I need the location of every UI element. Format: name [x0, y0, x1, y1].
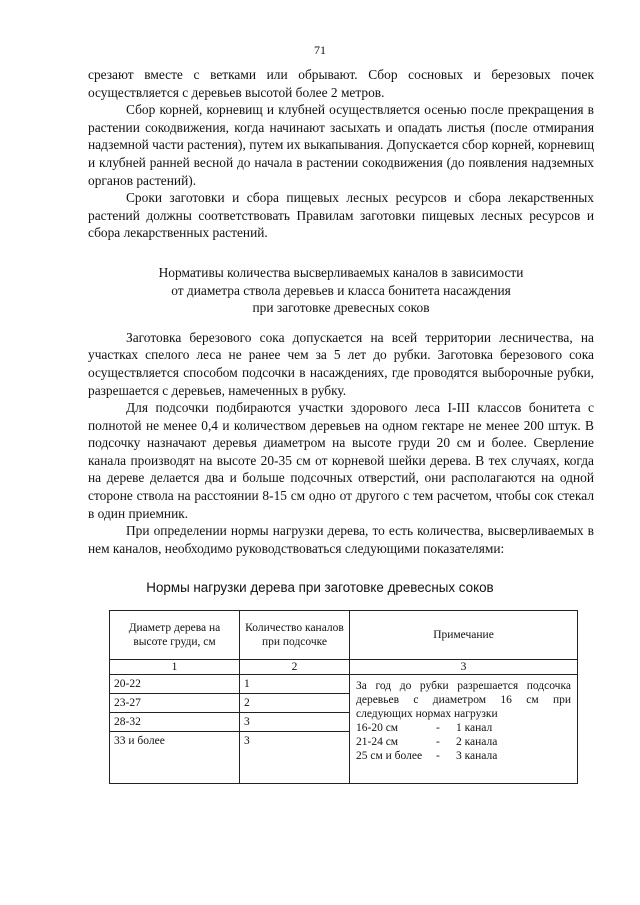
note-value: 3 канала	[456, 750, 498, 762]
channels-cell: 2	[240, 694, 350, 713]
note-value: 2 канала	[456, 736, 498, 748]
channels-cell: 3	[240, 713, 350, 732]
diameter-cell: 23-27	[110, 694, 240, 713]
diameter-cell: 33 и более	[110, 732, 240, 784]
section-heading-line: при заготовке древесных соков	[252, 300, 430, 316]
col-number: 1	[110, 660, 240, 675]
paragraph: срезают вместе с ветками или обрывают. Сбор сосновых и березовых почек осуществляется с деревьев высотой более 2 метров.	[88, 67, 594, 100]
note-line	[356, 735, 571, 749]
col-number: 3	[350, 660, 578, 675]
table-header-row	[110, 611, 578, 660]
channels-cell: 1	[240, 675, 350, 694]
note-dash: -	[436, 736, 440, 748]
header-note: Примечание	[350, 611, 578, 660]
paragraph: Сроки заготовки и сбора пищевых лесных ресурсов и сбора лекарственных растений должны соответствовать Правилам заготовки пищевых лесных ресурсов и сбора лекарственных растений.	[88, 190, 594, 241]
norms-table	[109, 610, 578, 784]
table-row	[110, 675, 578, 694]
note-value: 1 канал	[456, 722, 493, 734]
diameter-cell: 20-22	[110, 675, 240, 694]
table-title: Нормы нагрузки дерева при заготовке древесных соков	[146, 580, 494, 595]
column-number-row	[110, 660, 578, 675]
section-heading-line: Нормативы количества высверливаемых каналов в зависимости	[158, 264, 524, 280]
note-intro: За год до рубки разрешается подсочка деревьев с диаметром 16 см при следующих нормах нагрузки	[356, 680, 571, 720]
header-diameter: Диаметр дерева на высоте груди, см	[110, 611, 240, 660]
paragraph: Для подсочки подбираются участки здорового леса I-III классов бонитета с полнотой не менее 0,4 и количеством деревьев на одном гектаре не менее 200 штук. В подсочку назначают деревья диаметром на высоте груди 20 см и более. Сверление канала производят на высоте 20-35 см от корневой шейки дерева. В тех случаях, когда на дереве делается два и больше подсочных отверстий, они располагаются на одной стороне ствола на расстоянии 8-15 см одно от другого с тем расчетом, чтобы сок стекал в один приемник.	[88, 400, 594, 521]
note-dash: -	[436, 750, 440, 762]
note-range: 16-20 см	[356, 722, 399, 734]
note-cell	[350, 675, 578, 784]
body-text	[88, 66, 594, 557]
header-channels: Количество каналов при подсочке	[240, 611, 350, 660]
diameter-cell: 28-32	[110, 713, 240, 732]
page-number: 71	[314, 43, 326, 57]
col-number: 2	[240, 660, 350, 675]
section-heading	[88, 264, 594, 317]
paragraph: Сбор корней, корневищ и клубней осуществляется осенью после прекращения в растении сокодвижения, когда начинают засыхать и опадать листья (после отмирания надземной части растения), путем их выкапывания. Допускается сбор корней, корневищ и клубней ранней весной до начала в растении сокодвижения (до появления надземных органов растений).	[88, 102, 594, 188]
note-line	[356, 721, 571, 735]
note-range: 25 см и более	[356, 750, 423, 762]
note-dash: -	[436, 722, 440, 734]
note-range: 21-24 см	[356, 736, 399, 748]
note-line	[356, 749, 571, 763]
channels-cell: 3	[240, 732, 350, 784]
section-heading-line: от диаметра ствола деревьев и класса бонитета насаждения	[171, 282, 511, 298]
paragraph: Заготовка березового сока допускается на всей территории лесничества, на участках спелого леса не ранее чем за 5 лет до рубки. Заготовка березового сока осуществляется способом подсочки в насаждениях, где проводятся выборочные рубки, разрешается с деревьев, намеченных в рубку.	[88, 329, 594, 398]
paragraph: При определении нормы нагрузки дерева, то есть количества, высверливаемых в нем каналов, необходимо руководствоваться следующими показателями:	[88, 523, 594, 556]
